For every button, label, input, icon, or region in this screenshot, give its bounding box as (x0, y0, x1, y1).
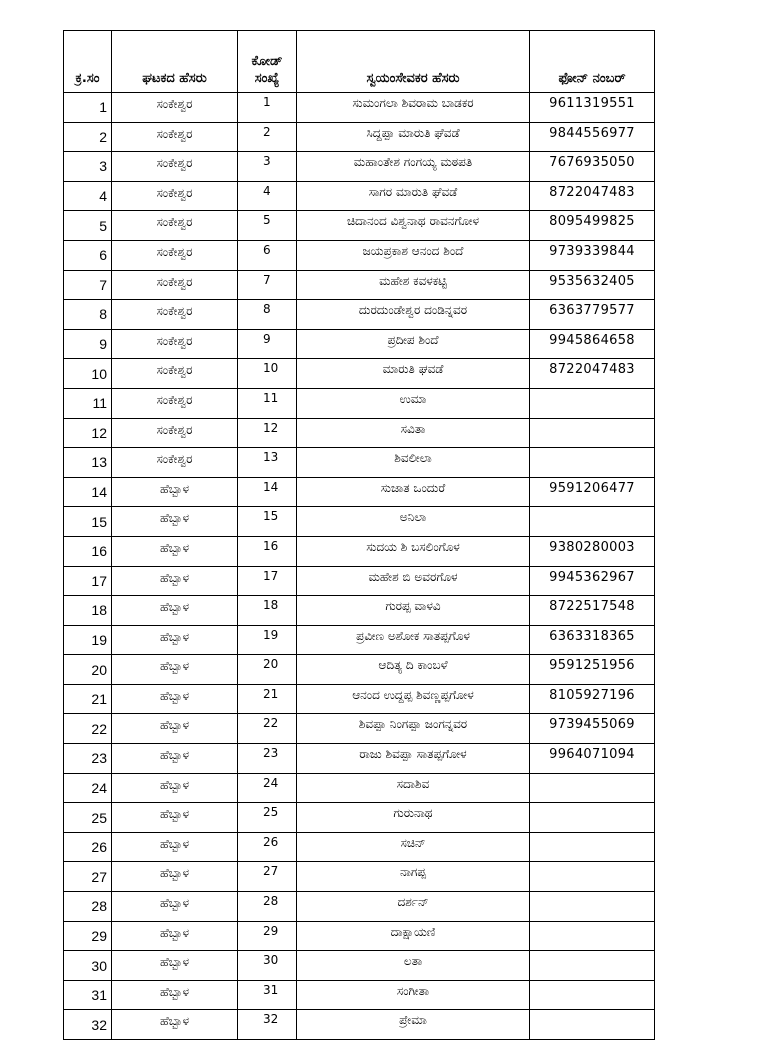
serial-number-cell: 24 (64, 773, 112, 803)
table-row (64, 152, 655, 182)
phone-number-cell: 8095499825 (530, 211, 655, 241)
code-number-cell: 20 (238, 655, 297, 685)
unit-name-cell: ಸಂಕೇಶ್ವರ (112, 300, 238, 330)
unit-name-cell: ಹೆಬ್ಬಾಳ (112, 1010, 238, 1040)
table-row (64, 448, 655, 478)
volunteer-name-cell: ಸದಾಶಿವ (297, 773, 530, 803)
code-number-cell: 21 (238, 684, 297, 714)
table-row (64, 921, 655, 951)
table-row (64, 773, 655, 803)
serial-number-cell: 13 (64, 448, 112, 478)
table-row (64, 803, 655, 833)
unit-name-cell: ಸಂಕೇಶ್ವರ (112, 448, 238, 478)
table-row (64, 418, 655, 448)
phone-number-cell: 9964071094 (530, 744, 655, 774)
code-number-cell: 26 (238, 832, 297, 862)
volunteer-name-cell: ಸಿದ್ದಪ್ಪಾ ಮಾರುತಿ ಘೆವಡೆ (297, 122, 530, 152)
unit-name-cell: ಹೆಬ್ಬಾಳ (112, 536, 238, 566)
serial-number-cell: 12 (64, 418, 112, 448)
code-number-cell: 9 (238, 329, 297, 359)
volunteer-name-cell: ಪ್ರದೀಪ ಶಿಂದೆ (297, 329, 530, 359)
serial-number-cell: 4 (64, 181, 112, 211)
phone-number-cell: 8105927196 (530, 684, 655, 714)
serial-number-cell: 15 (64, 507, 112, 537)
table-row (64, 93, 655, 123)
serial-number-cell: 11 (64, 388, 112, 418)
phone-number-cell (530, 803, 655, 833)
unit-name-cell: ಸಂಕೇಶ್ವರ (112, 122, 238, 152)
volunteer-name-cell: ದುರದುಂಡೇಶ್ವರ ದಂಡಿನ್ನವರ (297, 300, 530, 330)
header-phone-number: ಫೋನ್ ನಂಬರ್ (530, 31, 655, 93)
serial-number-cell: 20 (64, 655, 112, 685)
phone-number-cell (530, 862, 655, 892)
table-row (64, 300, 655, 330)
code-number-cell: 2 (238, 122, 297, 152)
phone-number-cell (530, 832, 655, 862)
unit-name-cell: ಸಂಕೇಶ್ವರ (112, 240, 238, 270)
volunteer-name-cell: ದಾಕ್ಷಾಯಣಿ (297, 921, 530, 951)
phone-number-cell: 6363318365 (530, 625, 655, 655)
code-number-cell: 32 (238, 1010, 297, 1040)
serial-number-cell: 31 (64, 980, 112, 1010)
table-row (64, 625, 655, 655)
unit-name-cell: ಸಂಕೇಶ್ವರ (112, 388, 238, 418)
table-row (64, 122, 655, 152)
phone-number-cell: 7676935050 (530, 152, 655, 182)
volunteer-name-cell: ಜಯಪ್ರಕಾಶ ಆನಂದ ಶಿಂದೆ (297, 240, 530, 270)
unit-name-cell: ಹೆಬ್ಬಾಳ (112, 980, 238, 1010)
serial-number-cell: 9 (64, 329, 112, 359)
phone-number-cell: 8722517548 (530, 596, 655, 626)
phone-number-cell: 9739455069 (530, 714, 655, 744)
unit-name-cell: ಹೆಬ್ಬಾಳ (112, 477, 238, 507)
code-number-cell: 27 (238, 862, 297, 892)
table-row (64, 744, 655, 774)
serial-number-cell: 7 (64, 270, 112, 300)
table-row (64, 832, 655, 862)
code-number-cell: 19 (238, 625, 297, 655)
header-serial-number: ಕ್ರ.ಸಂ (64, 31, 112, 93)
phone-number-cell: 6363779577 (530, 300, 655, 330)
phone-number-cell (530, 388, 655, 418)
unit-name-cell: ಹೆಬ್ಬಾಳ (112, 566, 238, 596)
phone-number-cell: 8722047483 (530, 359, 655, 389)
serial-number-cell: 16 (64, 536, 112, 566)
serial-number-cell: 1 (64, 93, 112, 123)
unit-name-cell: ಸಂಕೇಶ್ವರ (112, 418, 238, 448)
code-number-cell: 24 (238, 773, 297, 803)
unit-name-cell: ಹೆಬ್ಬಾಳ (112, 803, 238, 833)
table-row (64, 951, 655, 981)
table-row (64, 536, 655, 566)
volunteer-name-cell: ಮಹೇಶ ಕವಳಕಟ್ಟಿ (297, 270, 530, 300)
code-number-cell: 18 (238, 596, 297, 626)
unit-name-cell: ಹೆಬ್ಬಾಳ (112, 862, 238, 892)
volunteer-table (63, 30, 655, 1040)
volunteer-name-cell: ಲತಾ (297, 951, 530, 981)
table-row (64, 566, 655, 596)
serial-number-cell: 5 (64, 211, 112, 241)
code-number-cell: 8 (238, 300, 297, 330)
unit-name-cell: ಹೆಬ್ಬಾಳ (112, 714, 238, 744)
serial-number-cell: 26 (64, 832, 112, 862)
serial-number-cell: 30 (64, 951, 112, 981)
unit-name-cell: ಹೆಬ್ಬಾಳ (112, 625, 238, 655)
volunteer-name-cell: ಪ್ರೇಮಾ (297, 1010, 530, 1040)
serial-number-cell: 28 (64, 892, 112, 922)
serial-number-cell: 10 (64, 359, 112, 389)
phone-number-cell (530, 1010, 655, 1040)
table-header (64, 31, 655, 93)
code-number-cell: 23 (238, 744, 297, 774)
unit-name-cell: ಹೆಬ್ಬಾಳ (112, 655, 238, 685)
code-number-cell: 16 (238, 536, 297, 566)
unit-name-cell: ಸಂಕೇಶ್ವರ (112, 152, 238, 182)
code-number-cell: 12 (238, 418, 297, 448)
volunteer-name-cell: ಶಿವಪ್ಪಾ ನಿಂಗಪ್ಪಾ ಜಂಗನ್ನವರ (297, 714, 530, 744)
serial-number-cell: 25 (64, 803, 112, 833)
volunteer-name-cell: ಸಾಗರ ಮಾರುತಿ ಘೆವಡೆ (297, 181, 530, 211)
serial-number-cell: 29 (64, 921, 112, 951)
volunteer-name-cell: ನಾಗಪ್ಪ (297, 862, 530, 892)
serial-number-cell: 19 (64, 625, 112, 655)
table-row (64, 596, 655, 626)
serial-number-cell: 3 (64, 152, 112, 182)
header-unit-name: ಘಟಕದ ಹೆಸರು (112, 31, 238, 93)
serial-number-cell: 6 (64, 240, 112, 270)
volunteer-name-cell: ಸುಜಾತ ಒಂದುರೆ (297, 477, 530, 507)
code-number-cell: 5 (238, 211, 297, 241)
volunteer-name-cell: ಶಿವಲೀಲಾ (297, 448, 530, 478)
table-row (64, 862, 655, 892)
phone-number-cell: 9945864658 (530, 329, 655, 359)
code-number-cell: 31 (238, 980, 297, 1010)
volunteer-list-sheet (63, 30, 654, 1040)
phone-number-cell: 8722047483 (530, 181, 655, 211)
code-number-cell: 11 (238, 388, 297, 418)
table-row (64, 1010, 655, 1040)
phone-number-cell (530, 892, 655, 922)
phone-number-cell: 9591251956 (530, 655, 655, 685)
volunteer-name-cell: ಮಹೇಶ ಬಿ ಅವರಗೊಳ (297, 566, 530, 596)
table-row (64, 329, 655, 359)
serial-number-cell: 22 (64, 714, 112, 744)
code-number-cell: 10 (238, 359, 297, 389)
volunteer-name-cell: ದರ್ಶನ್ (297, 892, 530, 922)
volunteer-name-cell: ಸಂಗೀತಾ (297, 980, 530, 1010)
unit-name-cell: ಹೆಬ್ಬಾಳ (112, 892, 238, 922)
header-row (64, 31, 655, 93)
phone-number-cell (530, 951, 655, 981)
volunteer-name-cell: ಸವಿತಾ (297, 418, 530, 448)
phone-number-cell (530, 418, 655, 448)
volunteer-name-cell: ಸಚಿನ್ (297, 832, 530, 862)
unit-name-cell: ಹೆಬ್ಬಾಳ (112, 773, 238, 803)
phone-number-cell: 9380280003 (530, 536, 655, 566)
volunteer-name-cell: ಗುರಪ್ಪ ವಾಳವಿ (297, 596, 530, 626)
unit-name-cell: ಸಂಕೇಶ್ವರ (112, 359, 238, 389)
table-body (64, 93, 655, 1040)
table-row (64, 714, 655, 744)
code-number-cell: 29 (238, 921, 297, 951)
volunteer-name-cell: ಮಾರುತಿ ಘವಡೆ (297, 359, 530, 389)
code-number-cell: 28 (238, 892, 297, 922)
phone-number-cell (530, 980, 655, 1010)
serial-number-cell: 17 (64, 566, 112, 596)
volunteer-name-cell: ಆನಂದ ಉದ್ದಪ್ಪ ಶಿವಣ್ಣಪ್ಪಗೋಳ (297, 684, 530, 714)
code-number-cell: 15 (238, 507, 297, 537)
table-row (64, 980, 655, 1010)
code-number-cell: 1 (238, 93, 297, 123)
serial-number-cell: 14 (64, 477, 112, 507)
volunteer-name-cell: ಪ್ರವೀಣ ಅಶೋಕ ಸಾತಪ್ಪಗೊಳ (297, 625, 530, 655)
phone-number-cell: 9945362967 (530, 566, 655, 596)
table-row (64, 359, 655, 389)
unit-name-cell: ಸಂಕೇಶ್ವರ (112, 329, 238, 359)
header-volunteer-name: ಸ್ವಯಂಸೇವಕರ ಹೆಸರು (297, 31, 530, 93)
unit-name-cell: ಹೆಬ್ಬಾಳ (112, 507, 238, 537)
serial-number-cell: 23 (64, 744, 112, 774)
code-number-cell: 22 (238, 714, 297, 744)
volunteer-name-cell: ಉಮಾ (297, 388, 530, 418)
table-row (64, 477, 655, 507)
phone-number-cell: 9611319551 (530, 93, 655, 123)
phone-number-cell (530, 921, 655, 951)
volunteer-name-cell: ಚಿದಾನಂದ ವಿಶ್ವನಾಥ ರಾವನಗೋಳ (297, 211, 530, 241)
phone-number-cell (530, 507, 655, 537)
serial-number-cell: 21 (64, 684, 112, 714)
code-number-cell: 3 (238, 152, 297, 182)
unit-name-cell: ಹೆಬ್ಬಾಳ (112, 832, 238, 862)
volunteer-name-cell: ರಾಜು ಶಿವಪ್ಪಾ ಸಾತಪ್ಪಗೋಳ (297, 744, 530, 774)
unit-name-cell: ಸಂಕೇಶ್ವರ (112, 270, 238, 300)
code-number-cell: 7 (238, 270, 297, 300)
code-number-cell: 17 (238, 566, 297, 596)
serial-number-cell: 27 (64, 862, 112, 892)
table-row (64, 181, 655, 211)
volunteer-name-cell: ಅನಿಲಾ (297, 507, 530, 537)
unit-name-cell: ಹೆಬ್ಬಾಳ (112, 684, 238, 714)
unit-name-cell: ಸಂಕೇಶ್ವರ (112, 211, 238, 241)
table-row (64, 270, 655, 300)
unit-name-cell: ಹೆಬ್ಬಾಳ (112, 596, 238, 626)
unit-name-cell: ಹೆಬ್ಬಾಳ (112, 921, 238, 951)
serial-number-cell: 8 (64, 300, 112, 330)
header-code-number: ಕೋಡ್ ಸಂಖ್ಯೆ (238, 31, 297, 93)
phone-number-cell (530, 448, 655, 478)
table-row (64, 211, 655, 241)
table-row (64, 388, 655, 418)
code-number-cell: 14 (238, 477, 297, 507)
code-number-cell: 6 (238, 240, 297, 270)
table-row (64, 507, 655, 537)
table-row (64, 892, 655, 922)
unit-name-cell: ಸಂಕೇಶ್ವರ (112, 181, 238, 211)
volunteer-name-cell: ಗುರುನಾಥ (297, 803, 530, 833)
serial-number-cell: 2 (64, 122, 112, 152)
code-number-cell: 30 (238, 951, 297, 981)
volunteer-name-cell: ಸುದಯ ಶಿ ಬಸಲಿಂಗೊಳ (297, 536, 530, 566)
unit-name-cell: ಸಂಕೇಶ್ವರ (112, 93, 238, 123)
code-number-cell: 4 (238, 181, 297, 211)
serial-number-cell: 32 (64, 1010, 112, 1040)
volunteer-name-cell: ಮಹಾಂತೇಶ ಗಂಗಯ್ಯ ಮಠಪತಿ (297, 152, 530, 182)
table-row (64, 655, 655, 685)
phone-number-cell: 9844556977 (530, 122, 655, 152)
unit-name-cell: ಹೆಬ್ಬಾಳ (112, 744, 238, 774)
code-number-cell: 13 (238, 448, 297, 478)
serial-number-cell: 18 (64, 596, 112, 626)
unit-name-cell: ಹೆಬ್ಬಾಳ (112, 951, 238, 981)
phone-number-cell: 9591206477 (530, 477, 655, 507)
code-number-cell: 25 (238, 803, 297, 833)
volunteer-name-cell: ಸುಮಂಗಲಾ ಶಿವರಾಮ ಬಾಡಕರ (297, 93, 530, 123)
volunteer-name-cell: ಆದಿತ್ಯ ದಿ ಕಾಂಬಳೆ (297, 655, 530, 685)
phone-number-cell (530, 773, 655, 803)
phone-number-cell: 9739339844 (530, 240, 655, 270)
phone-number-cell: 9535632405 (530, 270, 655, 300)
table-row (64, 240, 655, 270)
table-row (64, 684, 655, 714)
